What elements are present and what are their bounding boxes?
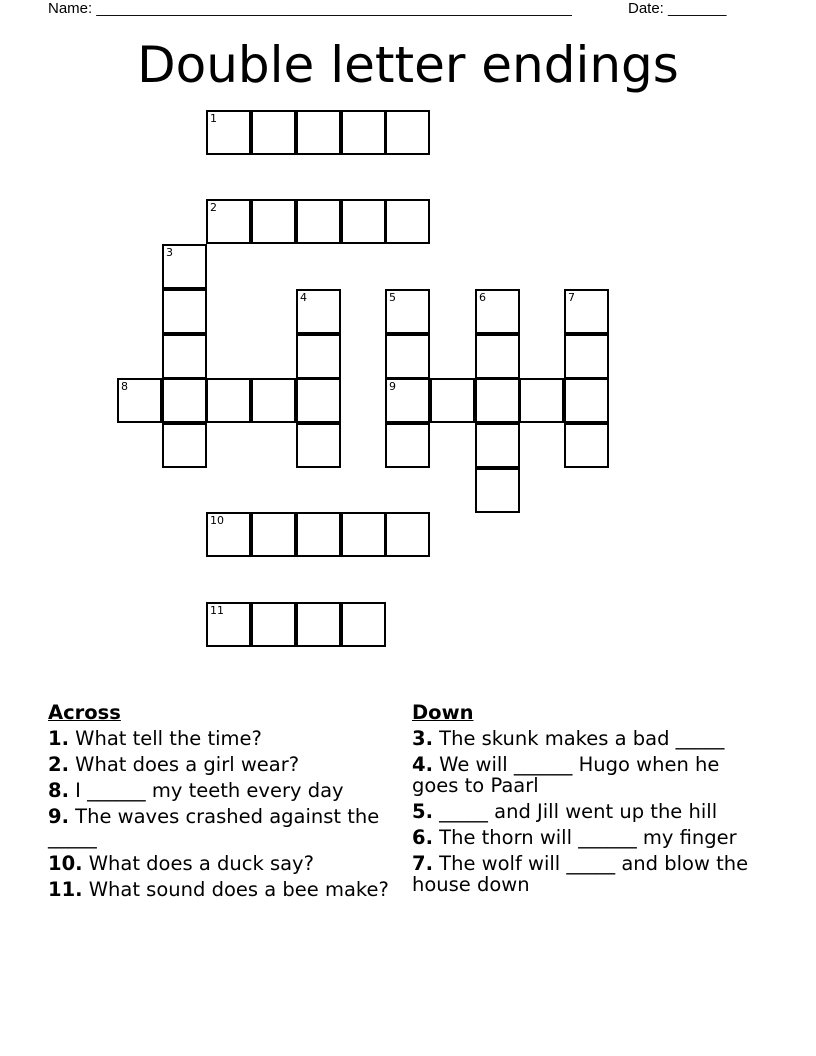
clue-text: I ______ my teeth every day: [68, 779, 344, 802]
clue-number-label: 8: [121, 380, 128, 393]
date-field[interactable]: Date: _______: [628, 0, 727, 17]
clue-number-label: 9: [389, 380, 396, 393]
crossword-cell[interactable]: [296, 334, 341, 379]
clue-text: The skunk makes a bad _____: [432, 727, 725, 750]
clue-across: [48, 728, 393, 749]
crossword-cell[interactable]: [519, 378, 564, 423]
clue-text: What tell the time?: [68, 727, 262, 750]
crossword-cell[interactable]: [162, 423, 207, 468]
clue-number: 3.: [412, 727, 433, 750]
crossword-cell[interactable]: [385, 334, 430, 379]
clue-number: 9.: [48, 805, 69, 828]
crossword-cell[interactable]: [430, 378, 475, 423]
crossword-cell[interactable]: [296, 602, 341, 647]
clue-down: [412, 801, 757, 822]
clue-text: What does a duck say?: [82, 852, 314, 875]
crossword-cell[interactable]: [564, 334, 609, 379]
clue-number: 8.: [48, 779, 69, 802]
crossword-cell[interactable]: [251, 602, 296, 647]
crossword-cell[interactable]: [475, 378, 520, 423]
crossword-cell[interactable]: [206, 602, 251, 647]
crossword-cell[interactable]: [296, 378, 341, 423]
clue-number-label: 5: [389, 291, 396, 304]
clue-across: [48, 780, 393, 801]
crossword-cell[interactable]: [341, 512, 386, 557]
crossword-cell[interactable]: [385, 512, 430, 557]
crossword-cell[interactable]: [251, 378, 296, 423]
clue-down: [412, 853, 757, 895]
crossword-cell[interactable]: [206, 110, 251, 155]
crossword-cell[interactable]: [296, 110, 341, 155]
crossword-cell[interactable]: [385, 199, 430, 244]
crossword-cell[interactable]: [296, 512, 341, 557]
clue-down: [412, 827, 757, 848]
across-clues: [48, 702, 393, 905]
crossword-cell[interactable]: [385, 423, 430, 468]
clue-across: [48, 853, 393, 874]
clue-across: [48, 754, 393, 775]
clue-number: 10.: [48, 852, 83, 875]
crossword-cell[interactable]: [206, 512, 251, 557]
crossword-cell[interactable]: [564, 289, 609, 334]
clue-number-label: 7: [568, 291, 575, 304]
clue-text: The waves crashed against the _____: [48, 805, 380, 849]
crossword-cell[interactable]: [162, 289, 207, 334]
crossword-cell[interactable]: [385, 289, 430, 334]
clue-text: We will ______ Hugo when he goes to Paarl: [412, 753, 720, 797]
clue-across: [48, 879, 393, 900]
crossword-cell[interactable]: [162, 244, 207, 289]
clue-across: [48, 806, 393, 848]
crossword-cell[interactable]: [475, 468, 520, 513]
clue-number: 1.: [48, 727, 69, 750]
crossword-cell[interactable]: [475, 289, 520, 334]
down-heading: Down: [412, 701, 474, 724]
crossword-cell[interactable]: [475, 423, 520, 468]
crossword-cell[interactable]: [564, 378, 609, 423]
page-title: Double letter endings: [137, 36, 679, 94]
crossword-cell[interactable]: [117, 378, 162, 423]
clue-number-label: 1: [210, 112, 217, 125]
crossword-cell[interactable]: [162, 378, 207, 423]
clue-number-label: 10: [210, 514, 224, 527]
clue-text: What does a girl wear?: [68, 753, 300, 776]
clue-down: [412, 728, 757, 749]
clue-number-label: 2: [210, 201, 217, 214]
clue-number: 11.: [48, 878, 83, 901]
clue-text: The thorn will ______ my finger: [432, 826, 737, 849]
clue-number-label: 11: [210, 604, 224, 617]
crossword-cell[interactable]: [206, 199, 251, 244]
crossword-cell[interactable]: [251, 110, 296, 155]
clue-text: _____ and Jill went up the hill: [432, 800, 718, 823]
crossword-cell[interactable]: [251, 199, 296, 244]
clue-number-label: 3: [166, 246, 173, 259]
clue-number-label: 4: [300, 291, 307, 304]
name-field[interactable]: Name: _________________________________________________________: [48, 0, 572, 17]
clue-number: 5.: [412, 800, 433, 823]
crossword-cell[interactable]: [296, 423, 341, 468]
clue-number: 4.: [412, 753, 433, 776]
across-heading: Across: [48, 701, 121, 724]
crossword-cell[interactable]: [341, 602, 386, 647]
crossword-cell[interactable]: [296, 289, 341, 334]
crossword-cell[interactable]: [296, 199, 341, 244]
crossword-cell[interactable]: [341, 110, 386, 155]
crossword-cell[interactable]: [564, 423, 609, 468]
crossword-cell[interactable]: [206, 378, 251, 423]
crossword-cell[interactable]: [385, 378, 430, 423]
clue-down: [412, 754, 757, 796]
clue-number: 6.: [412, 826, 433, 849]
crossword-cell[interactable]: [475, 334, 520, 379]
clue-number: 2.: [48, 753, 69, 776]
clue-number-label: 6: [479, 291, 486, 304]
crossword-cell[interactable]: [251, 512, 296, 557]
crossword-cell[interactable]: [162, 334, 207, 379]
crossword-cell[interactable]: [341, 199, 386, 244]
down-clues: [412, 702, 757, 900]
crossword-cell[interactable]: [385, 110, 430, 155]
clue-text: What sound does a bee make?: [82, 878, 389, 901]
clue-number: 7.: [412, 852, 433, 875]
clue-text: The wolf will _____ and blow the house down: [412, 852, 749, 896]
